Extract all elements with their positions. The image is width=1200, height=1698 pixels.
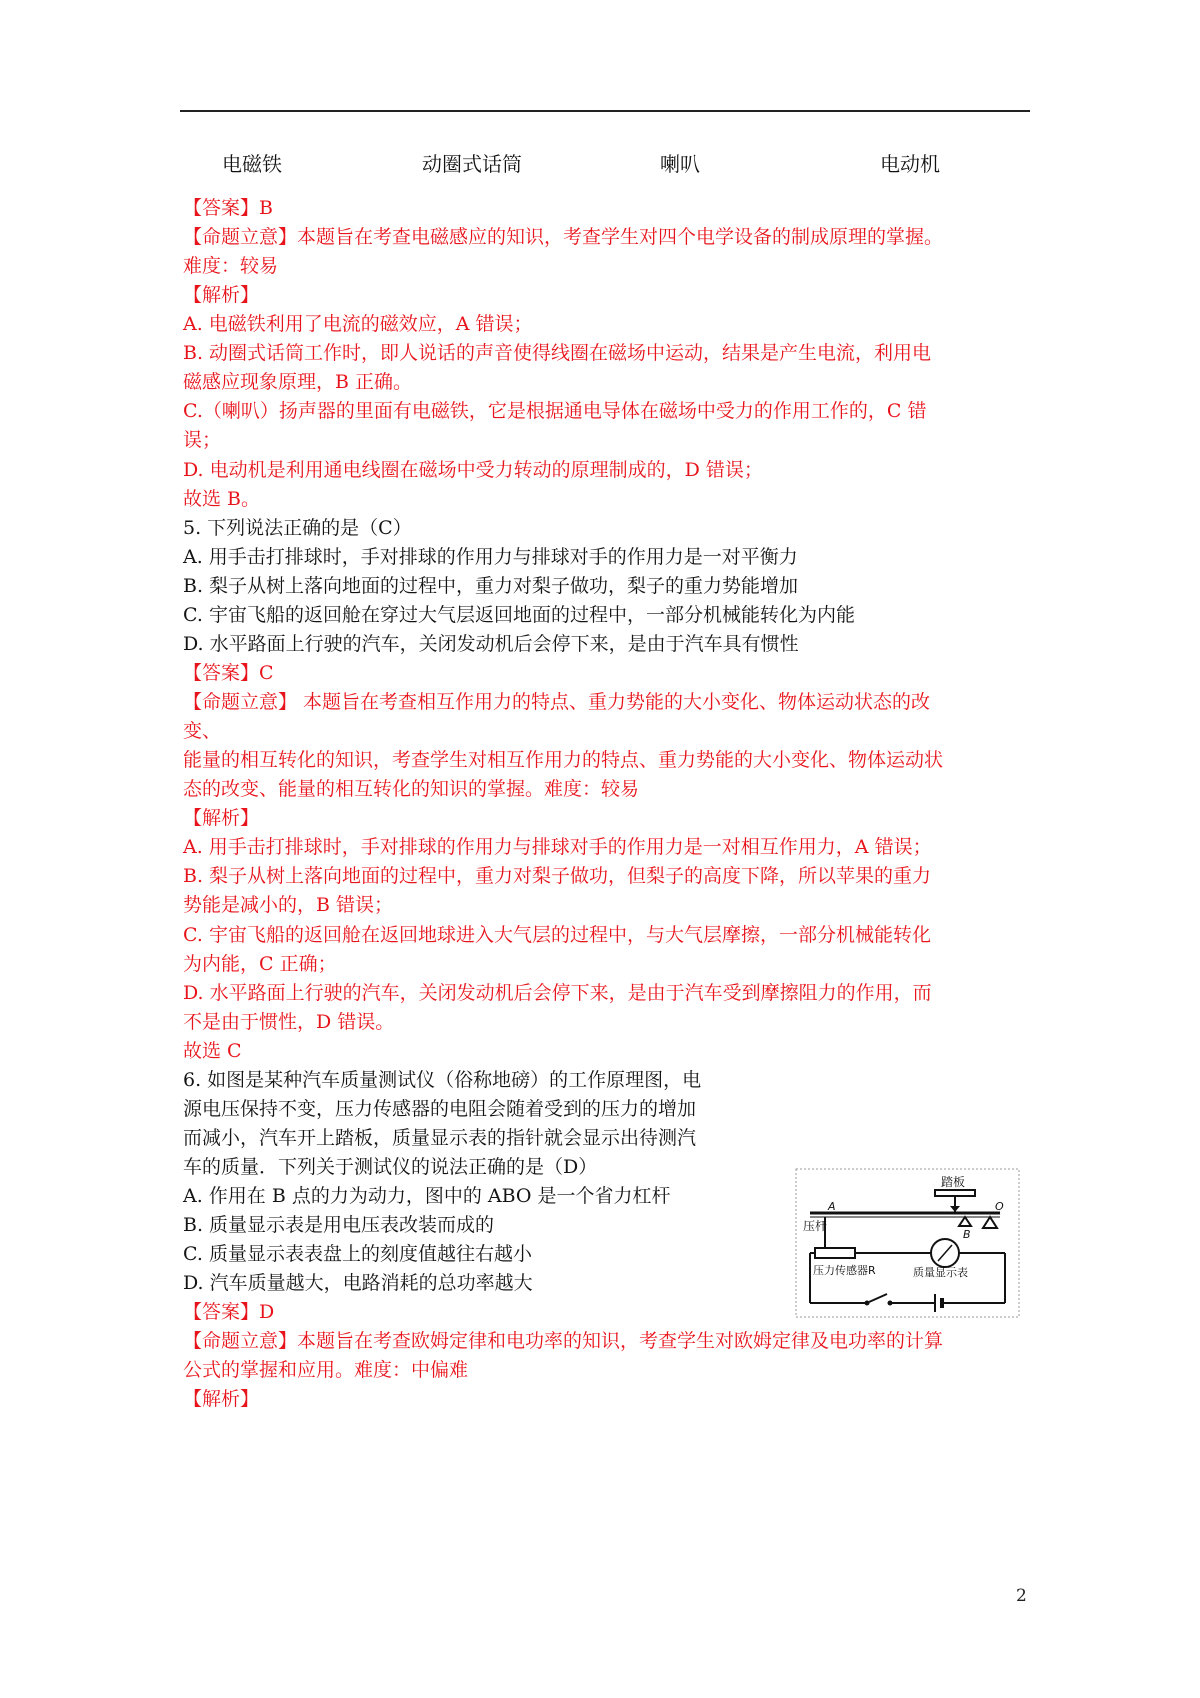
device-label: 动圈式话筒 [422, 152, 522, 176]
text-line: 故选 B。 [183, 487, 261, 510]
label-point-a: A [828, 1200, 836, 1213]
text-line: A. 用手击打排球时，手对排球的作用力与排球对手的作用力是一对相互作用力，A 错误； [183, 836, 932, 859]
device-label: 电磁铁 [222, 152, 282, 176]
text-line: 【答案】D [183, 1301, 275, 1324]
text-line: 【解析】 [183, 1388, 260, 1411]
text-line: 磁感应现象原理，B 正确。 [183, 371, 413, 394]
text-line: 【答案】C [183, 661, 274, 684]
label-rod: 压杆 [803, 1219, 828, 1233]
text-line: 故选 C [183, 1039, 242, 1062]
label-point-o: O [995, 1200, 1004, 1213]
text-line: 而减小，汽车开上踏板，质量显示表的指针就会显示出待测汽 [183, 1126, 697, 1149]
text-line: 5. 下列说法正确的是（C） [183, 516, 412, 539]
text-line: 【解析】 [183, 284, 260, 307]
text-line: B. 梨子从树上落向地面的过程中，重力对梨子做功，梨子的重力势能增加 [183, 574, 799, 597]
text-line: 误； [183, 429, 222, 452]
label-point-b: B [963, 1228, 971, 1241]
text-line: D. 电动机是利用通电线圈在磁场中受力转动的原理制成的，D 错误； [183, 458, 763, 481]
text-line: C. 宇宙飞船的返回舱在返回地球进入大气层的过程中，与大气层摩擦，一部分机械能转化 [183, 923, 931, 946]
text-line: 源电压保持不变，压力传感器的电阻会随着受到的压力的增加 [183, 1097, 697, 1120]
text-line: 能量的相互转化的知识，考查学生对相互作用力的特点、重力势能的大小变化、物体运动状 [183, 749, 944, 772]
text-line: 势能是减小的，B 错误； [183, 894, 394, 917]
text-line: 变、 [183, 720, 222, 743]
label-sensor: 压力传感器R [813, 1264, 876, 1277]
text-line: D. 水平路面上行驶的汽车，关闭发动机后会停下来，是由于汽车受到摩擦阻力的作用，而 [183, 981, 932, 1004]
text-line: 不是由于惯性，D 错误。 [183, 1010, 395, 1033]
text-line: D. 汽车质量越大，电路消耗的总功率越大 [183, 1272, 533, 1295]
page-number: 2 [1016, 1586, 1027, 1606]
text-line: 【命题立意】本题旨在考查电磁感应的知识，考查学生对四个电学设备的制成原理的掌握。 [183, 226, 944, 249]
text-line: 【解析】 [183, 807, 260, 830]
text-line: 态的改变、能量的相互转化的知识的掌握。难度：较易 [183, 778, 640, 801]
device-label: 喇叭 [660, 152, 700, 176]
label-pedal: 踏板 [941, 1175, 966, 1189]
circuit-figure [795, 1168, 1020, 1318]
text-line: 【命题立意】本题旨在考查欧姆定律和电功率的知识，考查学生对欧姆定律及电功率的计算 [183, 1330, 944, 1353]
text-line: 【命题立意】 本题旨在考查相互作用力的特点、重力势能的大小变化、物体运动状态的改 [183, 691, 931, 714]
text-line: A. 用手击打排球时，手对排球的作用力与排球对手的作用力是一对平衡力 [183, 545, 798, 568]
text-line: C. 质量显示表表盘上的刻度值越往右越小 [183, 1243, 532, 1266]
text-line: A. 电磁铁利用了电流的磁效应，A 错误； [183, 313, 533, 336]
text-line: 6. 如图是某种汽车质量测试仪（俗称地磅）的工作原理图，电 [183, 1068, 702, 1091]
text-line: B. 动圈式话筒工作时，即人说话的声音使得线圈在磁场中运动，结果是产生电流，利用电 [183, 342, 932, 365]
text-line: 难度：较易 [183, 255, 279, 278]
text-line: B. 质量显示表是用电压表改装而成的 [183, 1214, 495, 1237]
text-line: 公式的掌握和应用。难度：中偏难 [183, 1359, 469, 1382]
text-line: A. 作用在 B 点的力为动力，图中的 ABO 是一个省力杠杆 [183, 1185, 671, 1208]
text-line: 【答案】B [183, 197, 273, 219]
text-line: 车的质量．下列关于测试仪的说法正确的是（D） [183, 1155, 598, 1178]
text-line: C.（喇叭）扬声器的里面有电磁铁，它是根据通电导体在磁场中受力的作用工作的，C 错 [183, 400, 927, 423]
label-meter: 质量显示表 [913, 1266, 968, 1279]
header-rule [180, 110, 1030, 112]
text-line: D. 水平路面上行驶的汽车，关闭发动机后会停下来，是由于汽车具有惯性 [183, 632, 799, 655]
text-line: C. 宇宙飞船的返回舱在穿过大气层返回地面的过程中，一部分机械能转化为内能 [183, 603, 855, 626]
device-label: 电动机 [880, 152, 940, 176]
text-line: B. 梨子从树上落向地面的过程中，重力对梨子做功，但梨子的高度下降，所以苹果的重力 [183, 865, 932, 888]
text-line: 为内能，C 正确； [183, 952, 337, 975]
